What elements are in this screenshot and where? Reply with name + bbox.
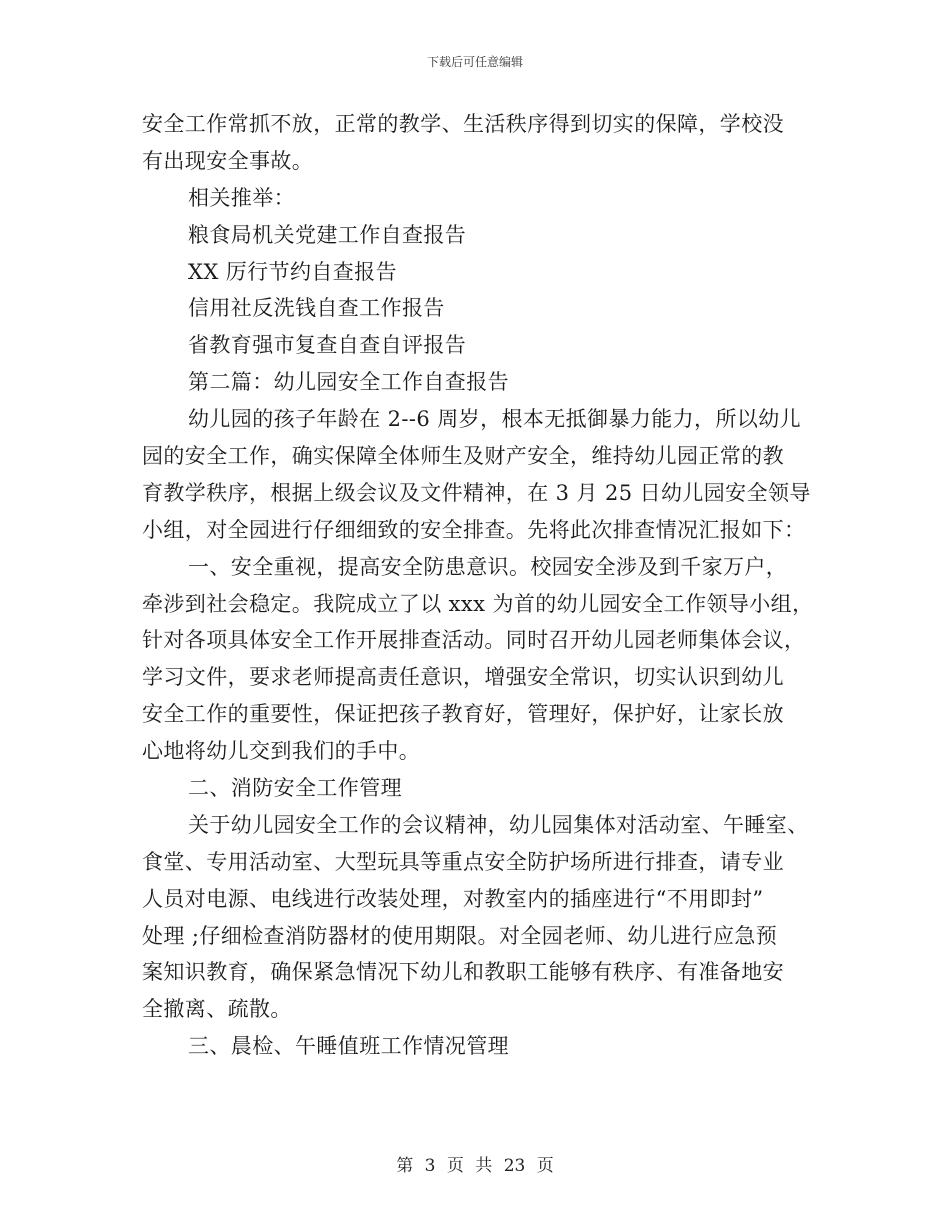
text-line: 幼儿园的孩子年龄在 2--6 周岁，根本无抵御暴力能力，所以幼儿 bbox=[188, 407, 802, 432]
text-line: 三、晨检、午睡值班工作情况管理 bbox=[188, 1034, 509, 1059]
text-line: 育教学秩序，根据上级会议及文件精神，在 3 月 25 日幼儿园安全领导 bbox=[142, 480, 811, 505]
text-line: 小组，对全园进行仔细细致的安全排查。先将此次排查情况汇报如下： bbox=[142, 517, 806, 542]
text-line: 省教育强市复查自查自评报告 bbox=[188, 333, 467, 358]
text-line: 一、安全重视，提高安全防患意识。校园安全涉及到千家万户， bbox=[188, 554, 788, 579]
text-line: 粮食局机关党建工作自查报告 bbox=[188, 222, 467, 247]
page-header: 下载后可任意编辑 bbox=[426, 55, 523, 69]
text-line: 第二篇：幼儿园安全工作自查报告 bbox=[188, 370, 509, 395]
text-line: XX 厉行节约自查报告 bbox=[188, 259, 397, 284]
text-line: 处理 ;仔细检查消防器材的使用期限。对全园老师、幼儿进行应急预 bbox=[142, 923, 778, 948]
text-line: 牵涉到社会稳定。我院成立了以 xxx 为首的幼儿园安全工作领导小组， bbox=[142, 591, 814, 616]
text-line: 案知识教育，确保紧急情况下幼儿和教职工能够有秩序、有准备地安 bbox=[142, 960, 784, 985]
text-line: 针对各项具体安全工作开展排查活动。同时召开幼儿园老师集体会议， bbox=[142, 628, 806, 653]
text-line: 关于幼儿园安全工作的会议精神，幼儿园集体对活动室、午睡室、 bbox=[188, 812, 809, 837]
text-line: 学习文件，要求老师提高责任意识，增强安全常识，切实认识到幼儿 bbox=[142, 665, 784, 690]
text-line: 相关推举： bbox=[188, 185, 295, 210]
text-line: 全撤离、疏散。 bbox=[142, 997, 292, 1022]
text-line: 食堂、专用活动室、大型玩具等重点安全防护场所进行排查，请专业 bbox=[142, 849, 784, 874]
text-line: 心地将幼儿交到我们的手中。 bbox=[142, 739, 421, 764]
text-line: 有出现安全事故。 bbox=[142, 148, 314, 173]
text-line: 安全工作的重要性，保证把孩子教育好，管理好，保护好，让家长放 bbox=[142, 702, 784, 727]
text-line: 信用社反洗钱自查工作报告 bbox=[188, 296, 445, 321]
text-line: 二、消防安全工作管理 bbox=[188, 776, 402, 801]
text-line: 安全工作常抓不放，正常的教学、生活秩序得到切实的保障，学校没 bbox=[142, 112, 784, 136]
text-line: 园的安全工作，确实保障全体师生及财产安全，维持幼儿园正常的教 bbox=[142, 444, 784, 469]
text-line: 人员对电源、电线进行改装处理，对教室内的插座进行“不用即封” bbox=[142, 886, 764, 911]
document-body bbox=[142, 106, 812, 1065]
page-footer: 第 3 页 共 23 页 bbox=[396, 1156, 554, 1176]
